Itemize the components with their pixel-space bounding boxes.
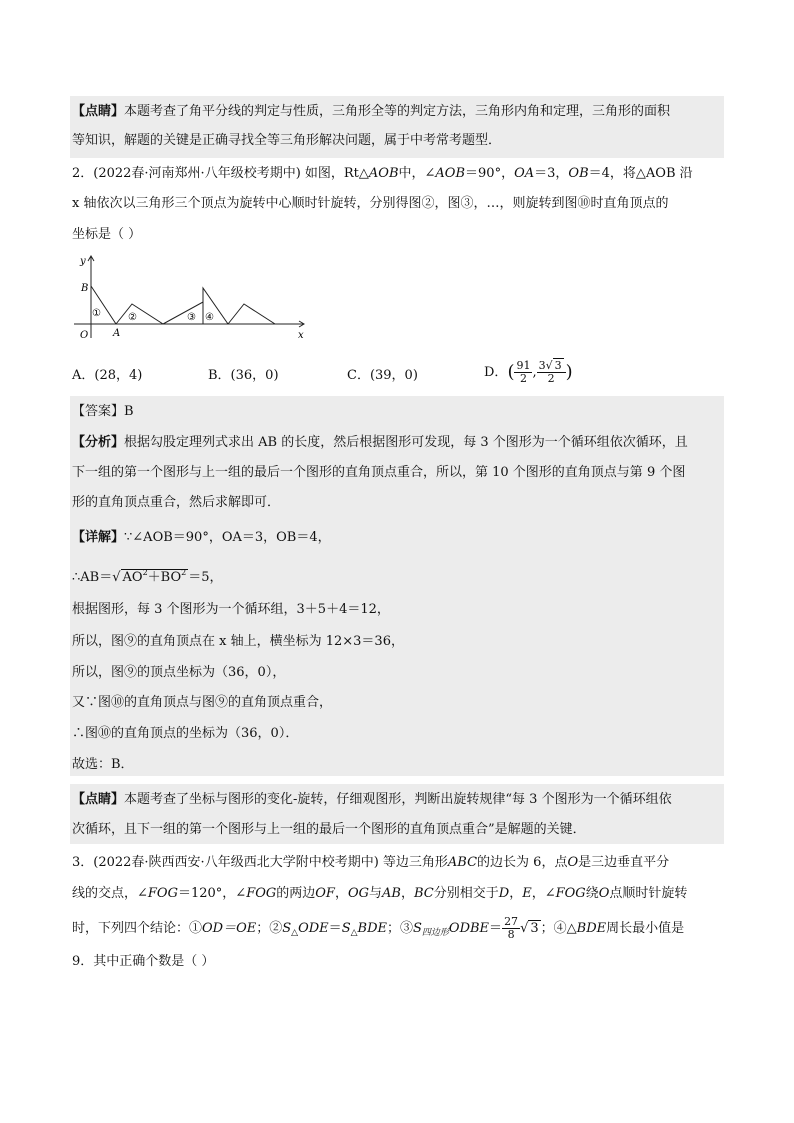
detail-line6: 又∵图⑩的直角顶点与图⑨的直角顶点重合， — [72, 695, 333, 710]
figure-1-label: ① — [92, 308, 101, 319]
figure-4-label: ④ — [205, 312, 214, 323]
detail-line5: 所以，图⑨的顶点坐标为（36，0）， — [72, 665, 286, 680]
detail-line1: 【详解】∵∠AOB＝90°，OA＝3，OB＝4， — [72, 530, 331, 545]
triangle-2 — [116, 304, 163, 324]
detail-line8: 故选：B． — [72, 757, 134, 772]
choice-a: A．(28，4) — [72, 368, 143, 383]
point-a-label: A — [113, 328, 121, 339]
choice-d: D．( $\frac{91}{2}$ , $\frac{3√ 3}{2}$ ) — [484, 359, 573, 385]
choice-c: C．(39，0) — [347, 368, 418, 383]
point-b-label: B — [81, 283, 89, 294]
detail-line3: 根据图形，每 3 个图形为一个循环组，3＋5＋4＝12， — [72, 602, 390, 617]
rotation-figure — [70, 250, 320, 345]
dianjing1-tag: 【点睛】 — [72, 104, 125, 119]
q3-line3: 时，下列四个结论：①OD＝OE；$②S_\triangle ODE=S_\triangle BDE$；$③S_{四边形}ODBE=$ $\frac{27}{8}$ √ 3 ；④△BDE周长最小值是 — [72, 915, 685, 941]
triangle-5 — [228, 304, 275, 324]
choice-b: B．(36，0) — [208, 368, 279, 383]
point-o-label: O — [80, 330, 89, 341]
answer-line: 【答案】B — [72, 404, 134, 419]
detail-line4: 所以，图⑨的直角顶点在 x 轴上，横坐标为 12×3＝36， — [72, 634, 404, 649]
figure-3-label: ③ — [187, 312, 196, 323]
q2-line1: 2．(2022春·河南郑州·八年级校考期中) 如图，Rt△AOB中，∠AOB＝90°，OA＝3，OB＝4，将△AOB 沿 — [72, 166, 693, 181]
x-axis-label: x — [298, 330, 304, 341]
y-axis-label: y — [80, 256, 86, 267]
analysis-line2: 下一组的第一个图形与上一组的最后一个图形的直角顶点重合，所以，第 10 个图形的直角顶点与第 9 个图 — [72, 465, 686, 480]
q3-line4: 9．其中正确个数是（ ） — [72, 954, 215, 969]
detail-line2: ∴AB＝√ $AO^2+BO^2 =5$， — [72, 568, 223, 585]
q2-line2: x 轴依次以三角形三个顶点为旋转中心顺时针旋转，分别得图②，图③，…，则旋转到图⑩时直角顶点的 — [72, 196, 669, 211]
dianjing1-text1: 本题考查了角平分线的判定与性质，三角形全等的判定方法，三角形内角和定理，三角形的面积 — [124, 104, 671, 119]
q3-line1: 3．(2022春·陕西西安·八年级西北大学附中校考期中) 等边三角形ABC的边长为 6，点O是三边垂直平分 — [72, 855, 670, 870]
figure-2-label: ② — [128, 312, 137, 323]
dianjing2-line2: 次循环，且下一组的第一个图形与上一组的最后一个图形的直角顶点重合”是解题的关键． — [72, 822, 586, 837]
dianjing1-line1 — [72, 102, 722, 122]
dianjing2-line1: 【点睛】本题考查了坐标与图形的变化-旋转，仔细观图形，判断出旋转规律“每 3 个图形为一个循环组依 — [72, 792, 672, 807]
q2-line3: 坐标是（ ） — [72, 227, 142, 242]
q3-line2: 线的交点，∠FOG＝120°，∠FOG的两边OF，OG与AB，BC分别相交于D，E，∠FOG绕O点顺时针旋转 — [72, 886, 688, 901]
analysis-line3: 形的直角顶点重合，然后求解即可． — [72, 495, 281, 510]
detail-line7: ∴图⑩的直角顶点的坐标为（36，0）． — [72, 726, 299, 741]
triangle-3 — [163, 302, 203, 324]
analysis-line1: 【分析】根据勾股定理列式求出 AB 的长度，然后根据图形可发现，每 3 个图形为一个循环组依次循环，且 — [72, 435, 688, 450]
dianjing1-line2: 等知识，解题的关键是正确寻找全等三角形解决问题，属于中考常考题型． — [72, 133, 502, 148]
